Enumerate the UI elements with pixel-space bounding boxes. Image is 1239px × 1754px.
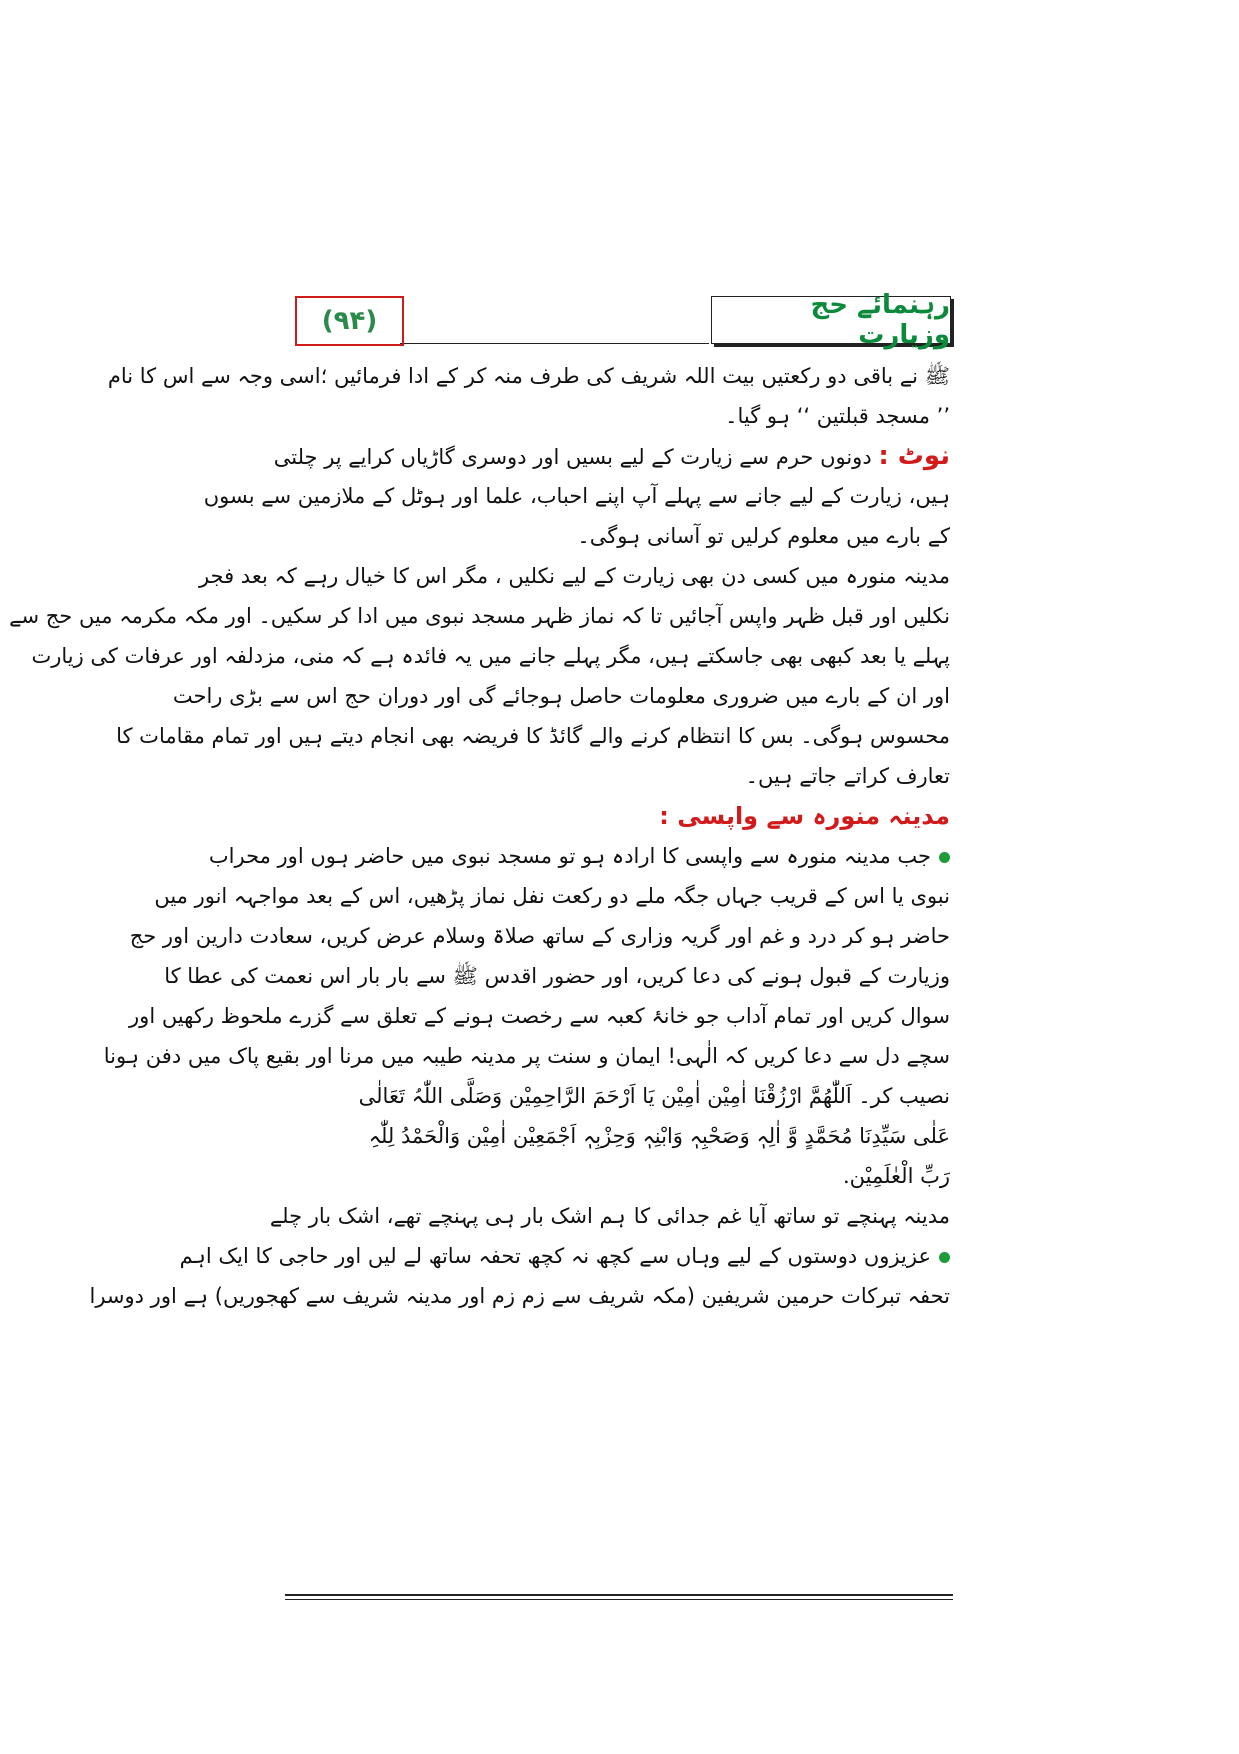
text-line: ہیں، زیارت کے لیے جانے سے پہلے آپ اپنے احباب، علما اور ہوٹل کے ملازمین سے بسوں — [203, 484, 950, 508]
text-line: سوال کریں اور تمام آداب جو خانۂ کعبہ سے رخصت ہونے کے تعلق سے گزرے ملحوظ رکھیں اور — [129, 1004, 950, 1028]
bullet-line — [208, 836, 950, 876]
dua-line: عَلٰی سَیِّدِنَا مُحَمَّدٍ وَّ اٰلِہٖ وَصَحْبِہٖ وَابْنِہٖ وَحِزْبِہٖ اَجْمَعِیْن اٰمِیْن وَالْحَمْدُ لِلّٰہِ — [368, 1124, 950, 1148]
text-line: اور ان کے بارے میں ضروری معلومات حاصل ہوجائے گی اور دوران حج اس سے بڑی راحت — [172, 684, 950, 708]
footer-rule — [285, 1594, 953, 1596]
note-line — [273, 436, 950, 476]
page-number: (۹۴) — [321, 306, 378, 336]
text-line: وزیارت کے قبول ہونے کی دعا کریں، اور حضور اقدس ﷺ سے بار بار اس نعمت کی عطا کا — [164, 964, 950, 988]
bullet-line — [179, 1236, 950, 1276]
section-heading-line — [285, 796, 950, 836]
verse-right-half: مدینہ پہنچے تو ساتھ آیا غم جدائی کا — [633, 1204, 950, 1228]
text-line: کے بارے میں معلوم کرلیں تو آسانی ہوگی۔ — [577, 524, 950, 548]
text-line: تعارف کراتے جاتے ہیں۔ — [745, 764, 950, 788]
footer-rule-thin — [285, 1599, 953, 1600]
text-line: ﷺ نے باقی دو رکعتیں بیت اللہ شریف کی طرف منہ کر کے ادا فرمائیں ؛اسی وجہ سے اس کا نام — [107, 364, 950, 388]
body-text — [9, 356, 950, 1316]
text-line: جب مدینہ منورہ سے واپسی کا ارادہ ہو تو مسجد نبوی میں حاضر ہوں اور محراب — [208, 844, 931, 868]
bullet-dot-icon — [939, 1252, 950, 1263]
text-line: تحفہ تبرکات حرمین شریفین (مکہ شریف سے زم زم اور مدینہ شریف سے کھجوریں) ہے اور دوسرا — [89, 1284, 950, 1308]
dua-line: رَبِّ الْعٰلَمِیْن. — [842, 1164, 950, 1188]
text-line: نبوی یا اس کے قریب جہاں جگہ ملے دو رکعت نفل نماز پڑھیں، اس کے بعد مواجہہ انور میں — [154, 884, 950, 908]
bullet-dot-icon — [939, 852, 950, 863]
page-number-box — [295, 296, 404, 346]
book-title: رہنمائے حج وزیارت — [810, 290, 950, 350]
verse-left-half: ہم اشک بار ہی پہنچے تھے، اشک بار چلے — [269, 1204, 626, 1228]
text-line: ’’ مسجد قبلتین ‘‘ ہو گیا۔ — [725, 404, 950, 428]
page-header — [295, 290, 951, 350]
text-line: حاضر ہو کر درد و غم اور گریہ وزاری کے ساتھ صلاۃ وسلام عرض کریں، سعادت دارین اور حج — [129, 924, 950, 948]
verse-line — [269, 1196, 950, 1236]
book-title-box — [711, 290, 951, 350]
text-line: پہلے یا بعد کبھی بھی جاسکتے ہیں، مگر پہلے جانے میں یہ فائدہ ہے کہ منی، مزدلفہ اور عرفات کی زیارت — [31, 644, 950, 668]
text-line: محسوس ہوگی۔ بس کا انتظام کرنے والے گائڈ کا فریضہ بھی انجام دیتے ہیں اور تمام مقامات کا — [116, 724, 950, 748]
dua-line: نصیب کر۔ اَللّٰھُمَّ ارْزُقْنَا اٰمِیْن اٰمِیْن یَا اَرْحَمَ الرَّاحِمِیْن وَصَلَّی اللّٰہُ تَعَالٰی — [358, 1084, 950, 1108]
text-line: مدینہ منورہ میں کسی دن بھی زیارت کے لیے نکلیں ، مگر اس کا خیال رہے کہ بعد فجر — [198, 564, 950, 588]
note-label: نوٹ : — [878, 441, 950, 471]
text-line: عزیزوں دوستوں کے لیے وہاں سے کچھ نہ کچھ تحفہ ساتھ لے لیں اور حاجی کا ایک اہم — [179, 1244, 931, 1268]
text-line: نکلیں اور قبل ظہر واپس آجائیں تا کہ نماز ظہر مسجد نبوی میں ادا کر سکیں۔ اور مکہ مکرمہ میں حج سے — [9, 604, 950, 628]
text-line: سچے دل سے دعا کریں کہ الٰہی! ایمان و سنت پر مدینہ طیبہ میں مرنا اور بقیع پاک میں دفن ہونا — [103, 1044, 950, 1068]
section-heading: مدینہ منورہ سے واپسی : — [659, 802, 950, 830]
header-rule — [400, 343, 709, 344]
text-line: دونوں حرم سے زیارت کے لیے بسیں اور دوسری گاڑیاں کرایے پر چلتی — [273, 445, 879, 469]
